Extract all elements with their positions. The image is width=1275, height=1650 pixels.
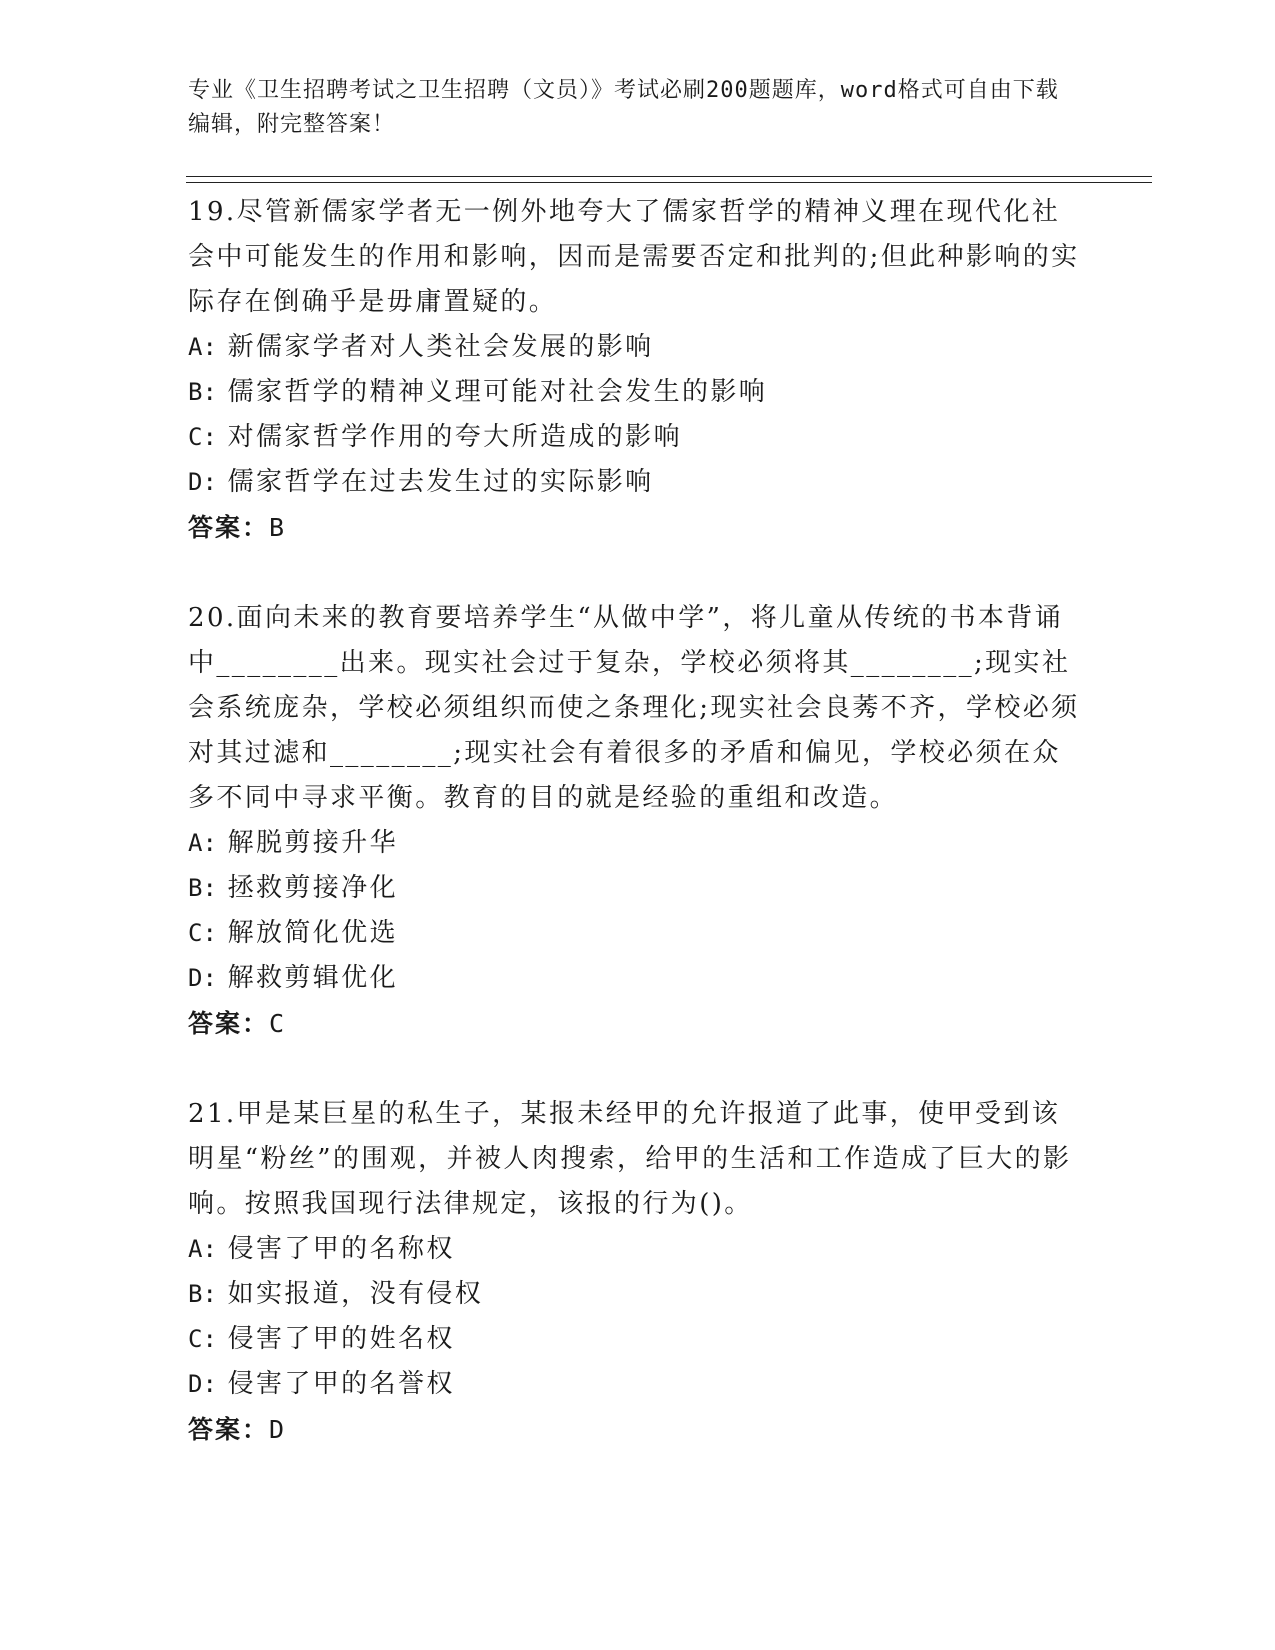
question-21 xyxy=(188,1092,1088,1452)
option-letter: D: xyxy=(188,1370,217,1398)
option-letter: A: xyxy=(188,1235,217,1263)
document-header: 专业《卫生招聘考试之卫生招聘（文员）》考试必刷200题题库，word格式可自由下载编辑，附完整答案！ xyxy=(188,78,1059,137)
answer-value: D xyxy=(269,1415,287,1444)
answer-value: B xyxy=(269,513,287,542)
option-letter: B: xyxy=(188,1280,217,1308)
option-d xyxy=(188,1362,1088,1407)
question-19 xyxy=(188,190,1088,550)
question-stem: 21.甲是某巨星的私生子，某报未经甲的允许报道了此事，使甲受到该明星“粉丝”的围观，并被人肉搜索，给甲的生活和工作造成了巨大的影响。按照我国现行法律规定，该报的行为()。 xyxy=(188,1099,1072,1219)
option-text: 对儒家哲学作用的夸大所造成的影响 xyxy=(227,422,682,452)
option-b xyxy=(188,1272,1088,1317)
answer-value: C xyxy=(269,1009,287,1038)
question-stem: 19.尽管新儒家学者无一例外地夸大了儒家哲学的精神义理在现代化社会中可能发生的作用和影响，因而是需要否定和批判的;但此种影响的实际存在倒确乎是毋庸置疑的。 xyxy=(188,197,1080,317)
answer-line xyxy=(188,505,1088,550)
option-text: 如实报道，没有侵权 xyxy=(227,1279,484,1309)
answer-label: 答案： xyxy=(188,1415,270,1444)
option-letter: C: xyxy=(188,919,217,947)
option-letter: B: xyxy=(188,874,217,902)
option-a xyxy=(188,325,1088,370)
option-letter: C: xyxy=(188,423,217,451)
option-text: 儒家哲学在过去发生过的实际影响 xyxy=(227,467,654,497)
option-text: 解放简化优选 xyxy=(227,918,398,948)
option-text: 解脱剪接升华 xyxy=(227,828,398,858)
option-letter: B: xyxy=(188,378,217,406)
option-a xyxy=(188,1227,1088,1272)
option-text: 拯救剪接净化 xyxy=(227,873,398,903)
option-c xyxy=(188,415,1088,460)
option-text: 侵害了甲的姓名权 xyxy=(227,1324,455,1354)
option-a xyxy=(188,821,1088,866)
question-stem: 20.面向未来的教育要培养学生“从做中学”，将儿童从传统的书本背诵中________出来。现实社会过于复杂，学校必须将其________;现实社会系统庞杂，学校必须组织而使之条理化;现实社会良莠不齐，学校必须对其过滤和________;现实社会有着很多的矛盾和偏见，学校必须在众多不同中寻求平衡。教育的目的就是经验的重组和改造。 xyxy=(188,603,1080,813)
option-b xyxy=(188,370,1088,415)
option-letter: A: xyxy=(188,829,217,857)
question-list xyxy=(188,190,1088,1498)
header-divider-bottom xyxy=(186,182,1152,183)
option-text: 侵害了甲的名称权 xyxy=(227,1234,455,1264)
answer-label: 答案： xyxy=(188,1009,270,1038)
option-c xyxy=(188,1317,1088,1362)
option-letter: A: xyxy=(188,333,217,361)
answer-label: 答案： xyxy=(188,513,270,542)
option-text: 新儒家学者对人类社会发展的影响 xyxy=(227,332,654,362)
answer-line xyxy=(188,1001,1088,1046)
option-d xyxy=(188,460,1088,505)
answer-line xyxy=(188,1407,1088,1452)
question-20 xyxy=(188,596,1088,1046)
option-c xyxy=(188,911,1088,956)
header-divider-top xyxy=(186,176,1152,177)
option-letter: C: xyxy=(188,1325,217,1353)
option-letter: D: xyxy=(188,468,217,496)
option-text: 儒家哲学的精神义理可能对社会发生的影响 xyxy=(227,377,768,407)
option-text: 解救剪辑优化 xyxy=(227,963,398,993)
option-text: 侵害了甲的名誉权 xyxy=(227,1369,455,1399)
option-b xyxy=(188,866,1088,911)
option-letter: D: xyxy=(188,964,217,992)
option-d xyxy=(188,956,1088,1001)
